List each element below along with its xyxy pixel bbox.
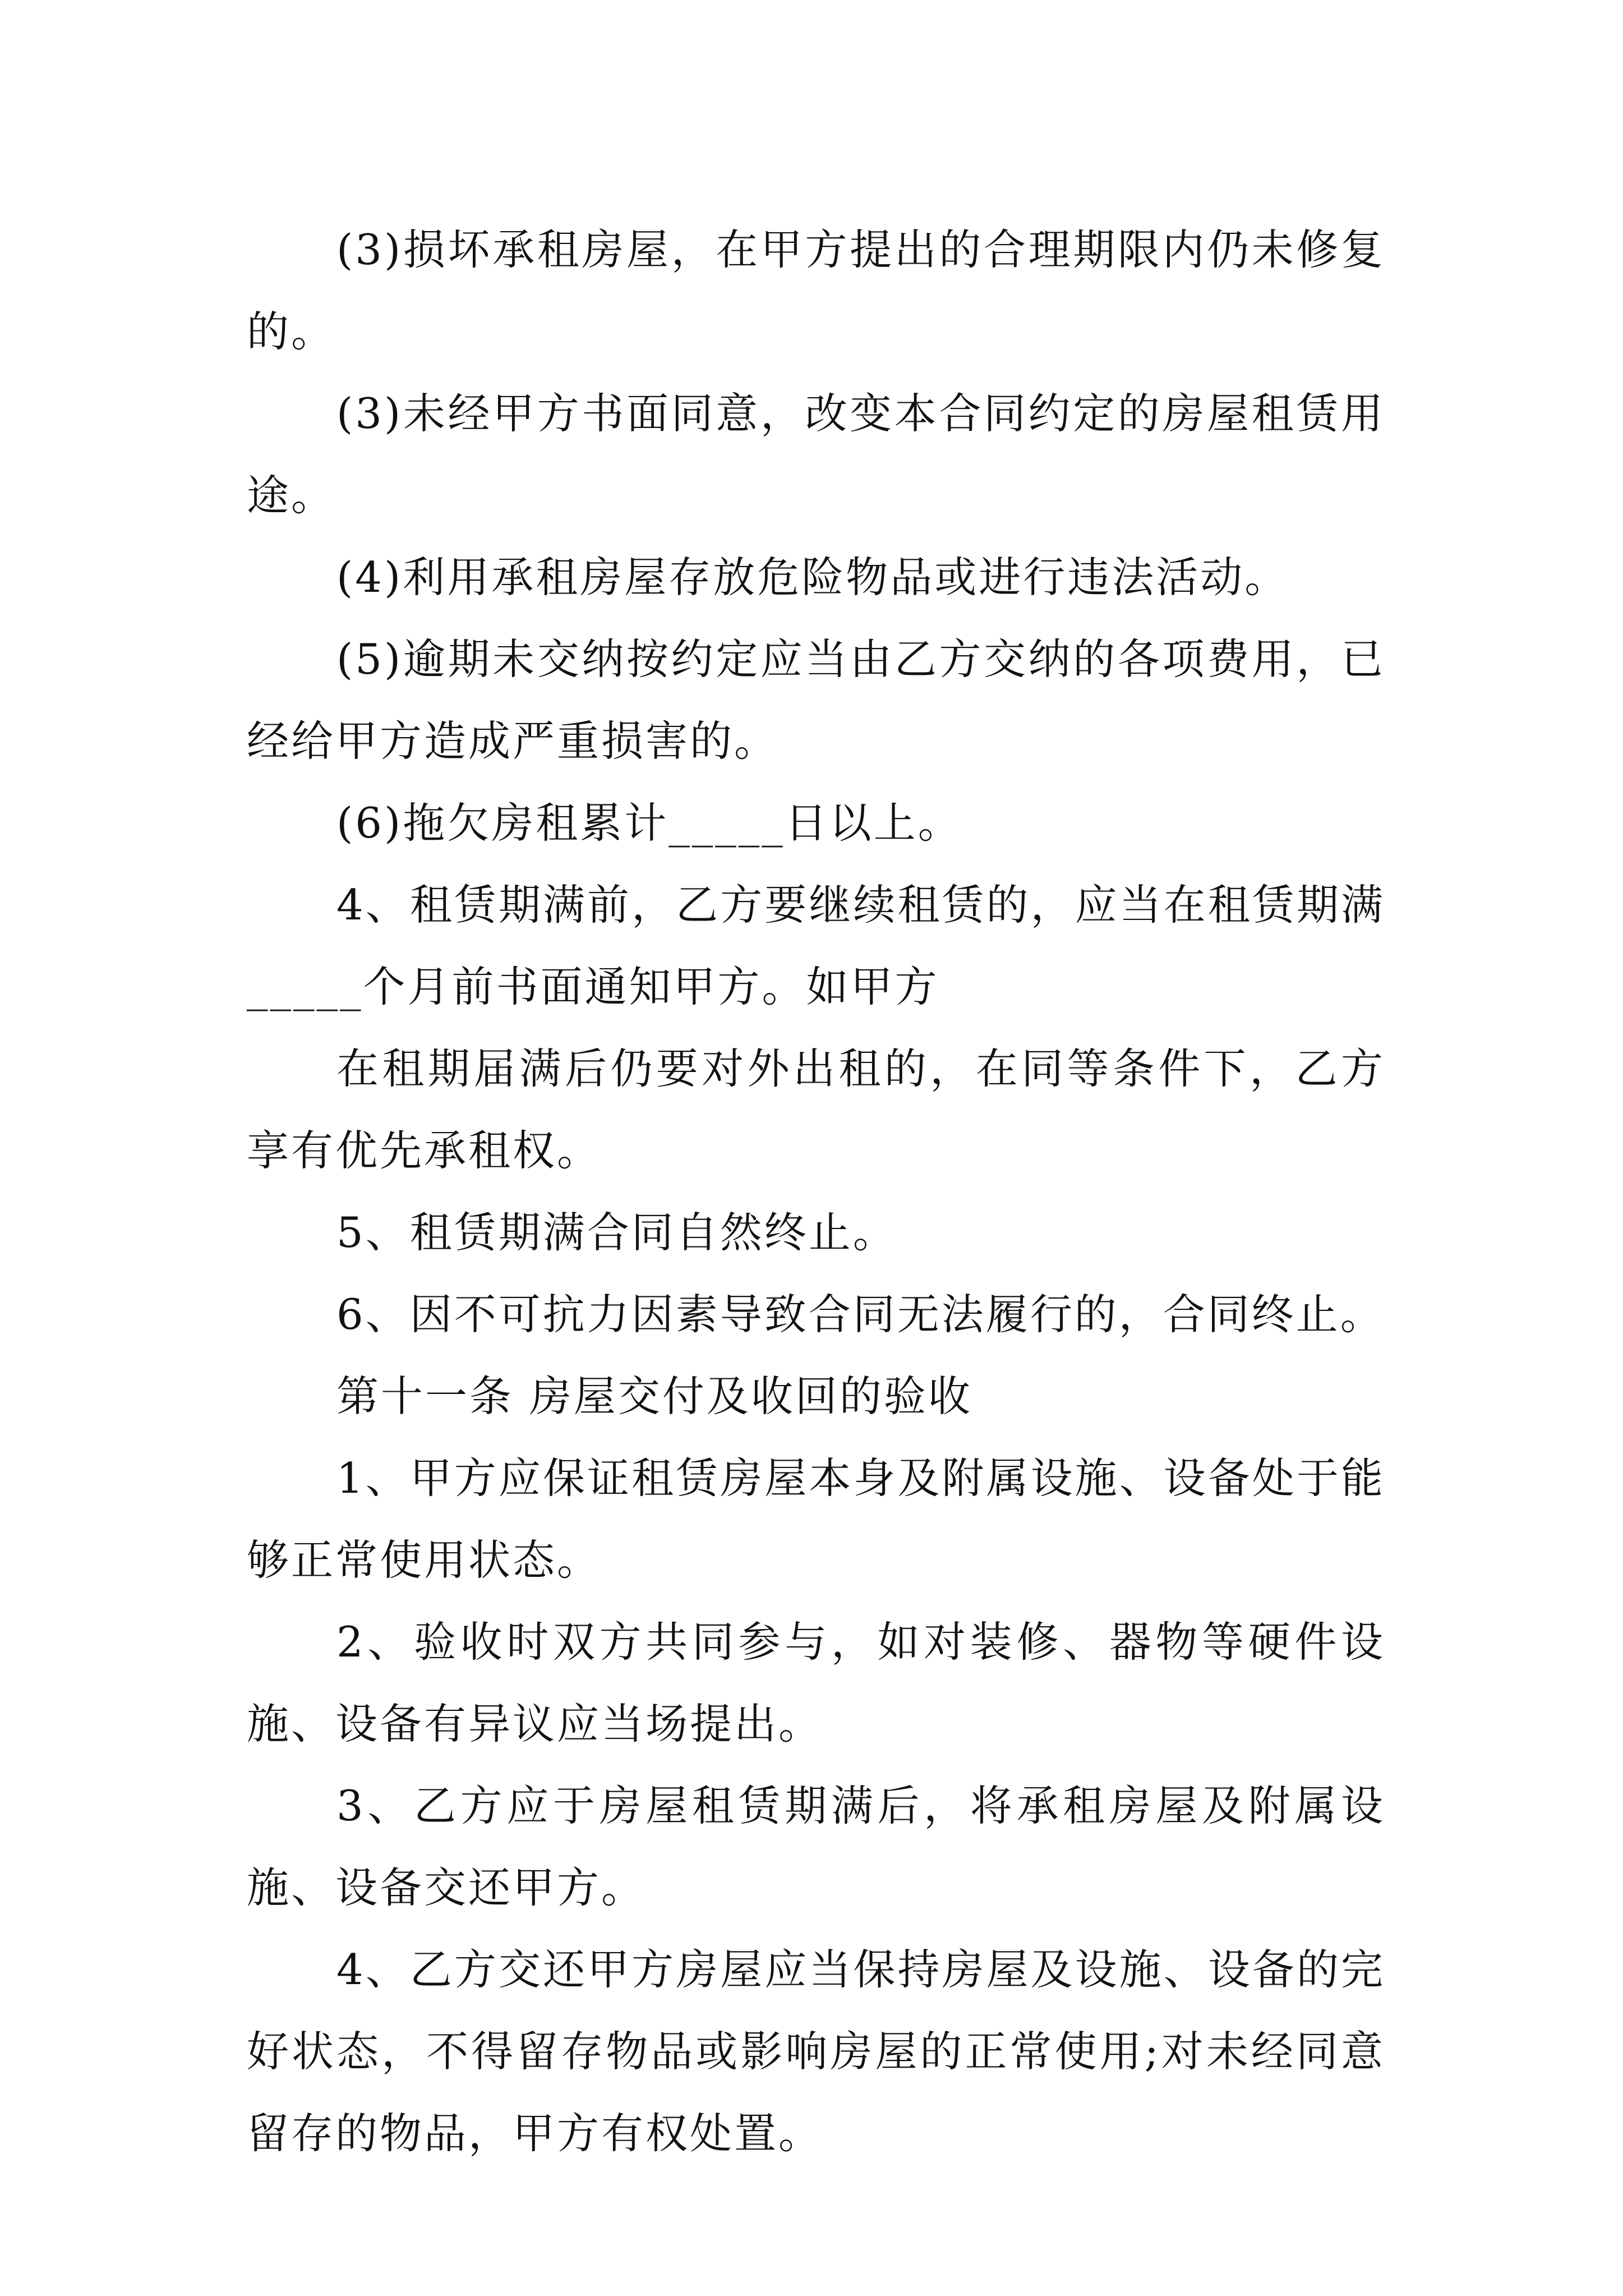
paragraph-priority-lease-right: 在租期届满后仍要对外出租的，在同等条件下，乙方享有优先承租权。 <box>247 1044 1385 1175</box>
paragraph-clause-4-illegal-use: (4)利用承租房屋存放危险物品或进行违法活动。 <box>336 553 1289 602</box>
paragraph-clause-3-usage-change: (3)未经甲方书面同意，改变本合同约定的房屋租赁用途。 <box>247 389 1385 520</box>
paragraph-clause-5-overdue-fees: (5)逾期未交纳按约定应当由乙方交纳的各项费用，已经给甲方造成严重损害的。 <box>247 634 1385 766</box>
document-body <box>247 209 1385 2174</box>
paragraph-acceptance-item-2: 2、验收时双方共同参与，如对装修、器物等硬件设施、设备有异议应当场提出。 <box>247 1617 1385 1749</box>
section-heading-article-11: 第十一条 房屋交付及收回的验收 <box>336 1372 972 1421</box>
paragraph-acceptance-item-4: 4、乙方交还甲方房屋应当保持房屋及设施、设备的完好状态，不得留存物品或影响房屋的正常使用;对未经同意留存的物品，甲方有权处置。 <box>247 1945 1385 2158</box>
paragraph-item-5-natural-termination: 5、租赁期满合同自然终止。 <box>336 1208 897 1257</box>
paragraph-item-6-force-majeure: 6、因不可抗力因素导致合同无法履行的，合同终止。 <box>336 1290 1385 1339</box>
paragraph-acceptance-item-1: 1、甲方应保证租赁房屋本身及附属设施、设备处于能够正常使用状态。 <box>247 1453 1385 1585</box>
paragraph-clause-3-damage: (3)损坏承租房屋，在甲方提出的合理期限内仍未修复的。 <box>247 225 1385 356</box>
paragraph-acceptance-item-3: 3、乙方应于房屋租赁期满后，将承租房屋及附属设施、设备交还甲方。 <box>247 1781 1385 1912</box>
paragraph-item-4-renewal-notice: 4、租赁期满前，乙方要继续租赁的，应当在租赁期满_____个月前书面通知甲方。如甲方 <box>247 880 1385 1011</box>
paragraph-clause-6-rent-arrears: (6)拖欠房租累计_____日以上。 <box>336 798 962 848</box>
